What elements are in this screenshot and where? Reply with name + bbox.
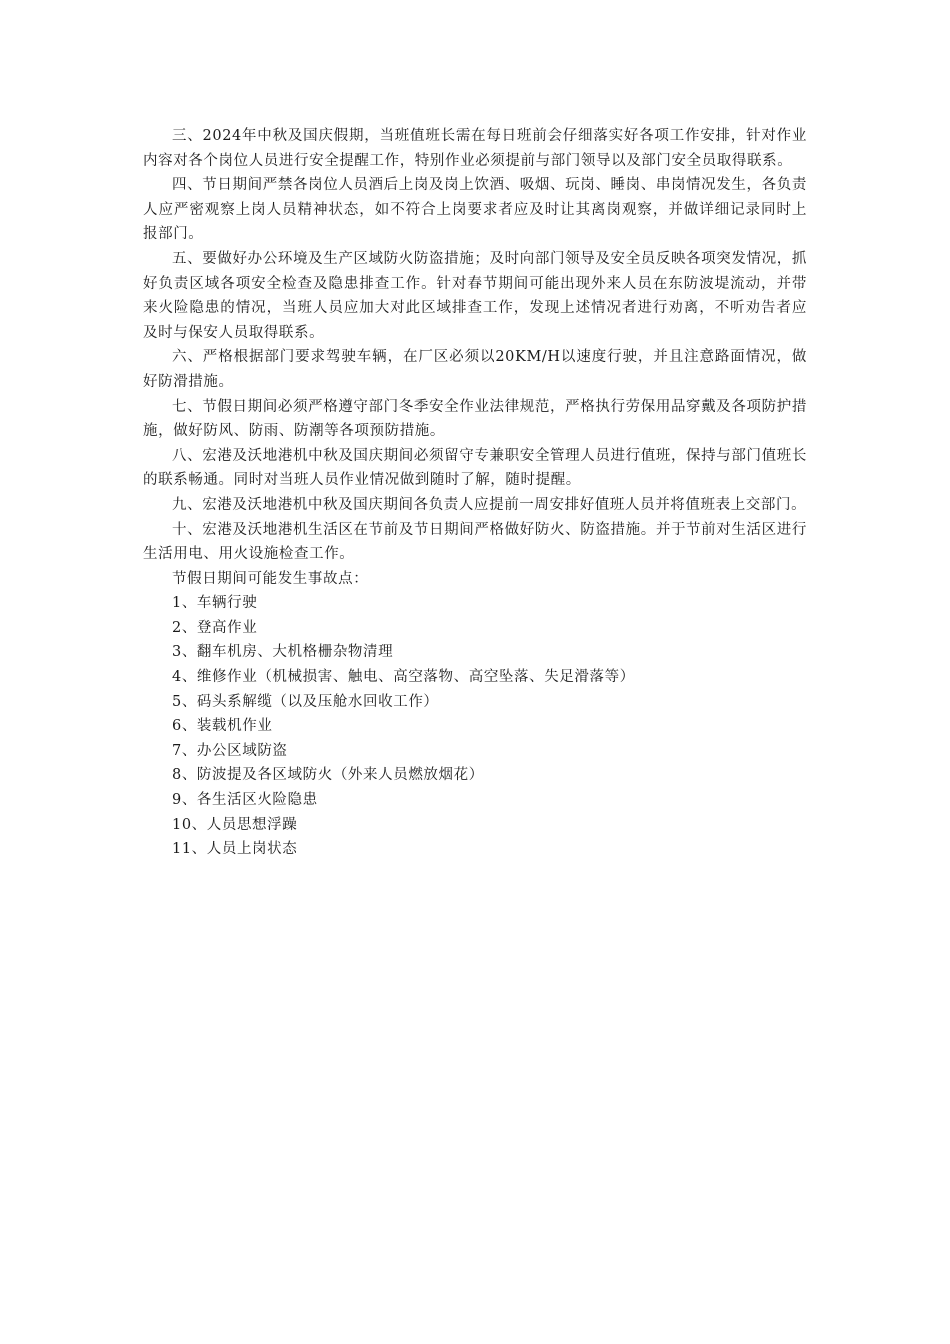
list-item: 5、码头系解缆（以及压舱水回收工作） (172, 693, 439, 710)
list-item: 6、装载机作业 (172, 718, 273, 735)
paragraph-7: 七、节假日期间必须严格遵守部门冬季安全作业法律规范，严格执行劳保用品穿戴及各项防护措施，做好防风、防雨、防潮等各项预防措施。 (143, 398, 807, 440)
document-body (143, 124, 807, 862)
list-item: 2、登高作业 (172, 619, 258, 636)
paragraph-10: 十、宏港及沃地港机生活区在节前及节日期间严格做好防火、防盗措施。并于节前对生活区进行生活用电、用火设施检查工作。 (143, 521, 807, 563)
list-item: 7、办公区域防盗 (172, 742, 288, 759)
paragraph-9: 九、宏港及沃地港机中秋及国庆期间各负责人应提前一周安排好值班人员并将值班表上交部门。 (172, 496, 807, 513)
list-item: 1、车辆行驶 (172, 595, 258, 612)
list-item: 11、人员上岗状态 (172, 841, 298, 858)
accident-points-heading: 节假日期间可能发生事故点： (172, 570, 369, 587)
accident-points-list (143, 591, 807, 862)
paragraph-6: 六、严格根据部门要求驾驶车辆，在厂区必须以20KM/H以速度行驶，并且注意路面情况，做好防滑措施。 (143, 349, 807, 390)
list-item: 8、防波提及各区域防火（外来人员燃放烟花） (172, 767, 484, 784)
list-item: 9、各生活区火险隐患 (172, 792, 318, 809)
list-item: 4、维修作业（机械损害、触电、高空落物、高空坠落、失足滑落等） (172, 669, 635, 686)
paragraph-8: 八、宏港及沃地港机中秋及国庆期间必须留守专兼职安全管理人员进行值班，保持与部门值班长的联系畅通。同时对当班人员作业情况做到随时了解，随时提醒。 (143, 447, 807, 489)
paragraph-5: 五、要做好办公环境及生产区域防火防盗措施；及时向部门领导及安全员反映各项突发情况，抓好负责区域各项安全检查及隐患排查工作。针对春节期间可能出现外来人员在东防波堤流动，并带来火险隐患的情况，当班人员应加大对此区域排查工作，发现上述情况者进行劝离，不听劝告者应及时与保安人员取得联系。 (143, 250, 807, 341)
paragraph-3: 三、2024年中秋及国庆假期，当班值班长需在每日班前会仔细落实好各项工作安排，针对作业内容对各个岗位人员进行安全提醒工作，特别作业必须提前与部门领导以及部门安全员取得联系。 (143, 128, 807, 169)
paragraph-4: 四、节日期间严禁各岗位人员酒后上岗及岗上饮酒、吸烟、玩岗、睡岗、串岗情况发生，各负责人应严密观察上岗人员精神状态，如不符合上岗要求者应及时让其离岗观察，并做详细记录同时上报部门。 (143, 177, 807, 243)
list-item: 3、翻车机房、大机格栅杂物清理 (172, 644, 394, 661)
list-item: 10、人员思想浮躁 (172, 816, 298, 833)
